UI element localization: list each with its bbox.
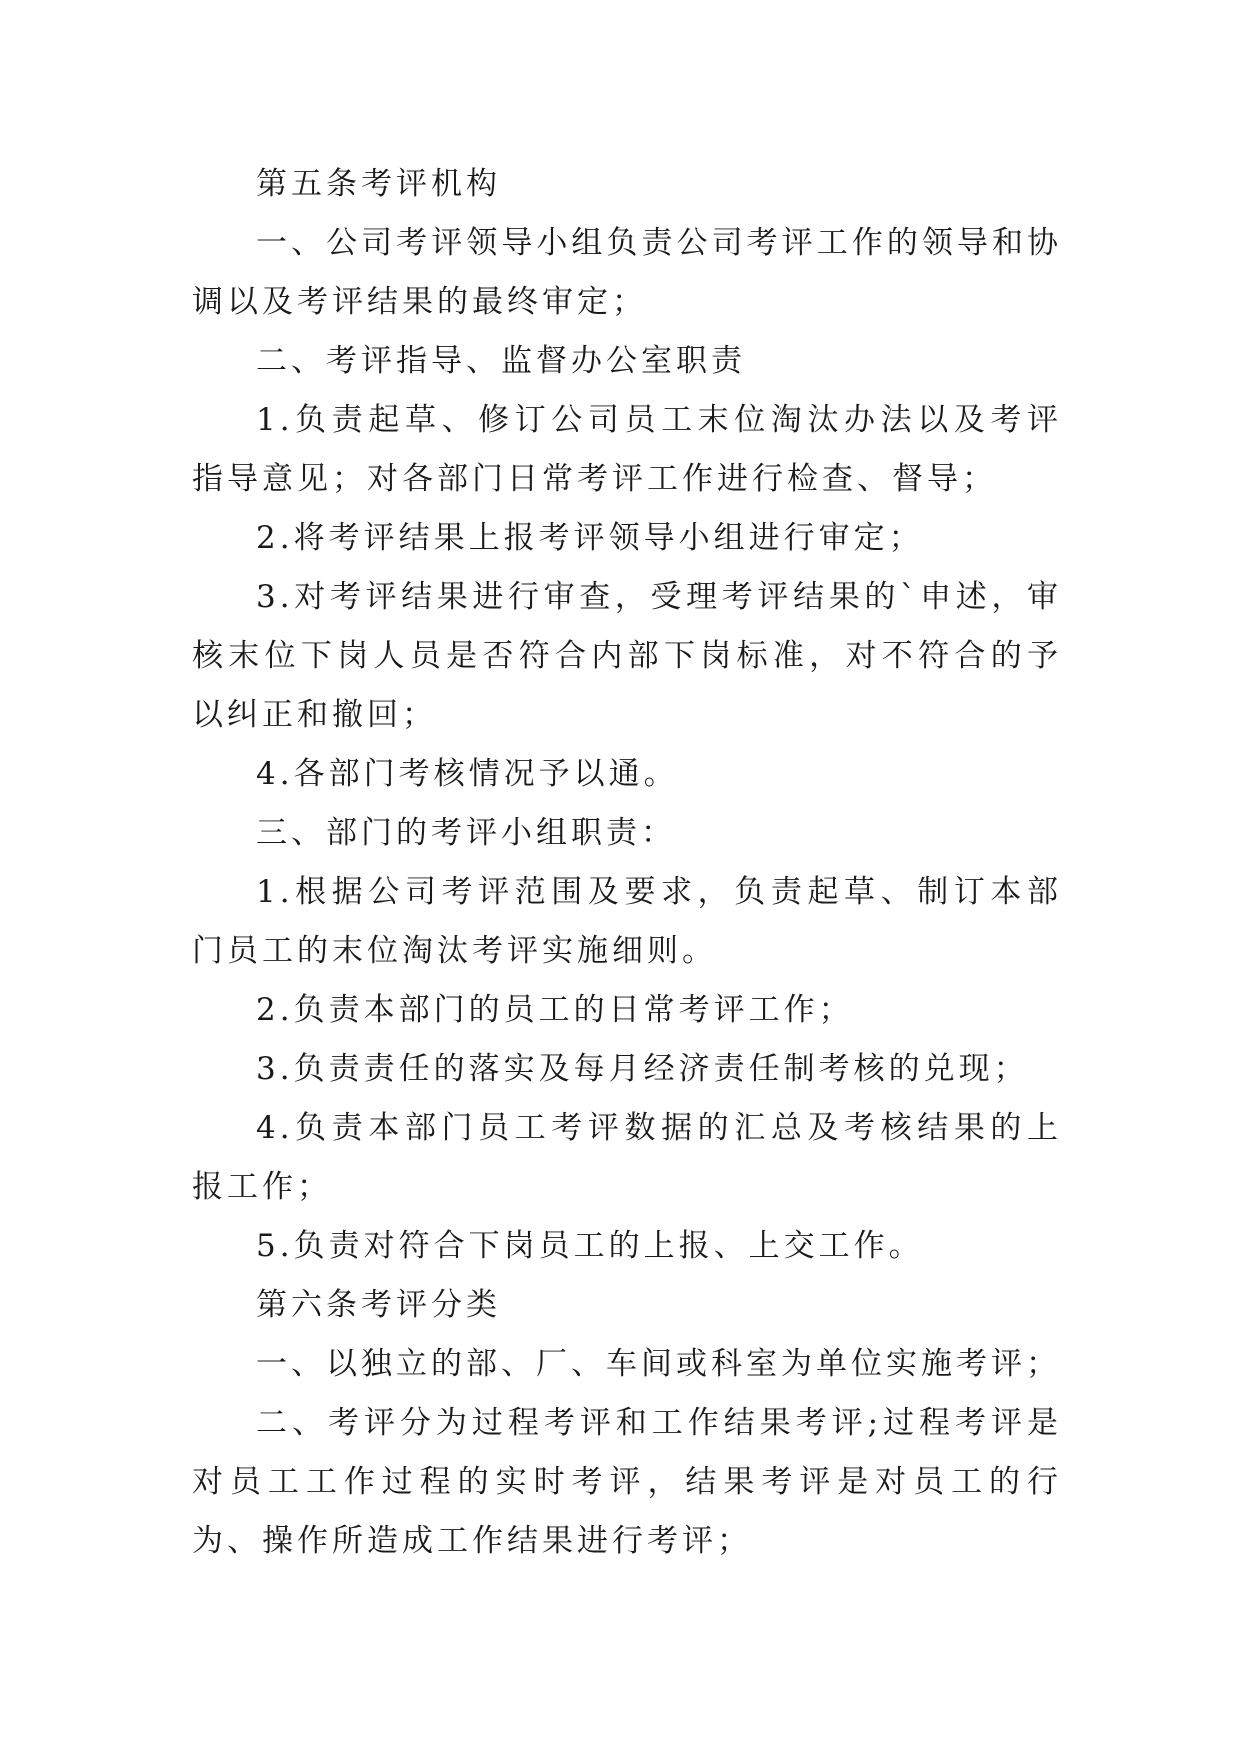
section-heading: 第六条考评分类 [256,1287,501,1323]
list-item: 4.负责本部门员工考评数据的汇总及考核结果的上报工作； [192,1110,1062,1205]
list-item: 5.负责对符合下岗员工的上报、上交工作。 [256,1228,924,1264]
list-item: 4.各部门考核情况予以通。 [256,756,679,792]
list-item: 2.负责本部门的员工的日常考评工作； [256,992,854,1028]
subsection-heading: 三、部门的考评小组职责： [256,815,676,851]
paragraph: 二、考评分为过程考评和工作结果考评;过程考评是对员工工作过程的实时考评，结果考评是对员工的行为、操作所造成工作结果进行考评； [192,1405,1062,1559]
list-item: 3.负责责任的落实及每月经济责任制考核的兑现； [256,1051,1029,1087]
document-body [192,155,1062,1571]
subsection-heading: 二、考评指导、监督办公室职责 [256,343,746,379]
section-heading: 第五条考评机构 [256,166,501,202]
list-item: 3.对考评结果进行审查，受理考评结果的`申述，审核末位下岗人员是否符合内部下岗标准，对不符合的予以纠正和撤回； [192,579,1062,733]
list-item: 1.根据公司考评范围及要求，负责起草、制订本部门员工的末位淘汰考评实施细则。 [192,874,1062,969]
paragraph: 一、公司考评领导小组负责公司考评工作的领导和协调以及考评结果的最终审定； [192,225,1062,320]
paragraph: 一、以独立的部、厂、车间或科室为单位实施考评； [256,1346,1061,1382]
list-item: 1.负责起草、修订公司员工末位淘汰办法以及考评指导意见；对各部门日常考评工作进行检查、督导； [192,402,1062,497]
list-item: 2.将考评结果上报考评领导小组进行审定； [256,520,924,556]
